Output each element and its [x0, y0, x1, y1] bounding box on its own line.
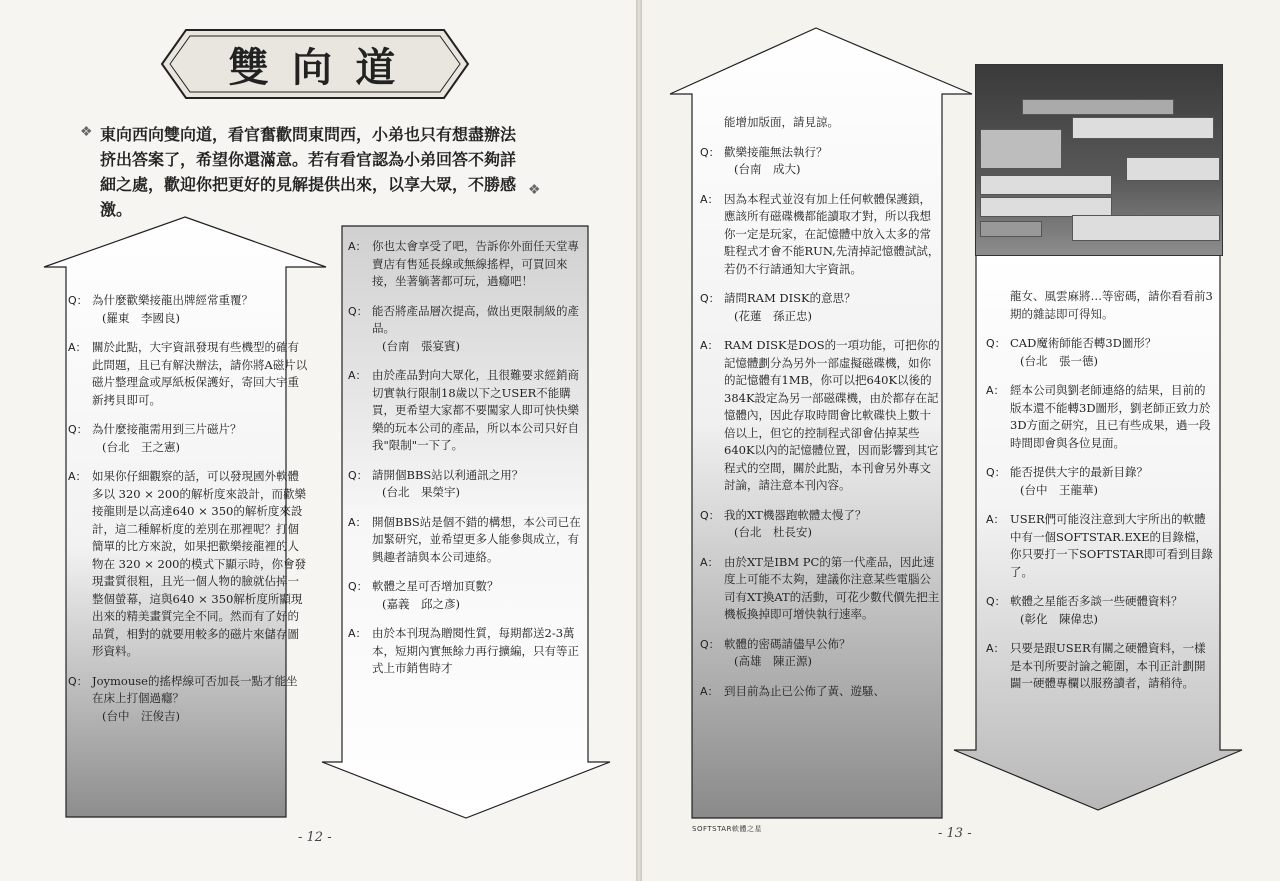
qa-item: Q： 軟體之星可否增加頁數？ (嘉義 邱之彥) — [348, 579, 499, 611]
qa-item: Q： 請開個BBS站以利通訊之用？ (台北 果榮宇) — [348, 467, 524, 499]
qa-column-3 — [700, 114, 940, 712]
qa-item: 能增加版面，請見諒。 — [724, 115, 839, 129]
qa-item: Q： Joymouse的搖桿線可否加長一點才能坐在床上打個過癮？ (台中 汪俊吉) — [68, 673, 298, 723]
decorative-ornament-icon: ❖ — [80, 124, 93, 140]
qa-item: Q： 軟體之星能否多談一些硬體資料？ (彰化 陳偉忠) — [986, 594, 1183, 626]
mahjong-game-screenshot — [975, 64, 1223, 256]
qa-item: Q： 請問RAM DISK的意思？ (花蓮 孫正忠) — [700, 291, 856, 323]
qa-item: A： 只要是跟USER有關之硬體資料，一樣是本刊所要討論之範圍，本刊正計劃開闢一硬體專欄以服務讀者，請稍待。 — [986, 641, 1206, 690]
tile-row — [1022, 99, 1174, 115]
qa-item: A： 由於本刊現為贈閱性質，每期都送2-3萬本，短期內實無餘力再行擴編，只有等正式上市銷售時才 — [348, 626, 579, 675]
qa-item: Q： 我的XT機器跑軟體太慢了？ (台北 杜長安) — [700, 507, 867, 539]
title-banner — [160, 26, 470, 102]
qa-item: Q： CAD魔術師能否轉3D圖形？ (台北 張一德) — [986, 336, 1157, 368]
title-char-2: 向 — [291, 43, 338, 91]
qa-item: A： 關於此點，大宇資訊發現有些機型的確有此問題，且已有解決辦法，請你將A磁片以磁片整理盒或厚紙板保護好，寄回大宇重新拷貝即可。 — [68, 340, 308, 407]
qa-item: A： 經本公司與劉老師連絡的結果，目前的版本還不能轉3D圖形，劉老師正致力於3D方面之研究，且已有些成果，過一段時間即會與各位見面。 — [986, 383, 1211, 450]
tile-row — [980, 197, 1112, 217]
page-number-left: - 12 - — [298, 830, 332, 845]
tile-row — [1126, 157, 1220, 181]
qa-item: A： 因為本程式並沒有加上任何軟體保護鎖，應該所有磁碟機都能讀取才對，所以我想你一定是玩家，在記憶體中放入太多的常駐程式才會不能RUN,先清掉記憶體試試，若仍不行請通知大宇資訊。 — [700, 191, 940, 276]
title-char-3: 道 — [355, 43, 402, 91]
tile-row — [980, 221, 1042, 237]
qa-item: Q： 為什麼歡樂接龍出牌經常重覆？ (羅東 李國良) — [68, 293, 253, 325]
qa-item: Q： 軟體的密碼請儘早公佈？ (高雄 陳正源) — [700, 636, 851, 668]
decorative-ornament-icon: ❖ — [528, 182, 541, 198]
qa-item: Q： 能否提供大宇的最新目錄？ (台中 王龍華) — [986, 465, 1148, 497]
qa-item: Q： 歡樂接龍無法執行？ (台南 成大) — [700, 144, 828, 176]
score-panel — [980, 129, 1062, 169]
qa-item: A： 到目前為止已公佈了黃、遊騷、 — [700, 683, 885, 698]
tile-row — [1072, 117, 1214, 139]
qa-item: A： 你也太會享受了吧，告訴你外面任天堂專賣店有售延長線或無線搖桿，可買回來接，坐著躺著都可玩，過癮吧！ — [348, 239, 579, 288]
qa-item: Q： 為什麼接龍需用到三片磁片？ (台北 王之憲) — [68, 422, 242, 454]
qa-item: A： 如果你仔細觀察的話，可以發現國外軟體多以 320 × 200的解析度來設計，而歡樂接龍則是以高達640 × 350的解析度來設計，這二種解析度的差別在那裡呢？打個簡單的比方來說，如果把歡樂接龍裡的人物在 320 × 200的模式下顯示時，你會發現畫質很粗，且光一個人物的臉就佔掉一整個螢幕，這與640 × 350解析度所顯現出來的精美畫質完全不同。然而有了好的品質，相對的就要用較多的磁片來儲存圖形資料。 — [68, 469, 307, 658]
qa-item: A： 由於XT是IBM PC的第一代產品，因此速度上可能不太夠，建議你注意某些電腦公司有XT換AT的活動，可花少數代價先把主機板換掉即可增快執行速率。 — [700, 554, 940, 621]
intro-paragraph: 東向西向雙向道，看官奮歡問東問西，小弟也只有想盡辦法挤出答案了，希望你還滿意。若有看官認為小弟回答不夠詳細之處，歡迎你把更好的見解提供出來，以享大眾，不勝感激。 — [100, 125, 517, 219]
qa-column-4 — [986, 288, 1215, 705]
page-title — [160, 26, 470, 102]
qa-item: A： 開個BBS站是個不錯的構想，本公司已在加緊研究，並希望更多人能參與成立，有興趣者請與本公司連絡。 — [348, 514, 581, 564]
qa-item: Q： 能否將產品層次提高，做出更限制級的產品。 (台南 張宴賓) — [348, 303, 579, 353]
tile-row — [1072, 215, 1220, 241]
qa-column-2 — [348, 238, 588, 690]
brand-footer: SOFTSTAR軟體之星 — [692, 825, 762, 833]
page-number-right: - 13 - — [938, 826, 972, 841]
qa-column-1 — [68, 292, 308, 737]
qa-item: A： 由於產品對向大眾化，且很難要求經銷商切實執行限制18歲以下之USER不能購買，更希望大家都不要闖家人即可快快樂樂的玩本公司的產品，所以本公司只好自我"限制"一下了。 — [348, 368, 579, 452]
qa-item: A： USER們可能沒注意到大宇所出的軟體中有一個SOFTSTAR.EXE的目錄檔，你只要打一下SOFTSTAR即可看到目錄了。 — [986, 512, 1213, 579]
title-char-1: 雙 — [228, 43, 275, 91]
qa-item: 龍女、風雲麻將…等密碼，請你看看前3期的雜誌即可得知。 — [1010, 289, 1213, 321]
qa-item: A： RAM DISK是DOS的一項功能，可把你的記憶體劃分為另外一部虛擬磁碟機，如你的記憶體有1MB，你可以把640K以後的384K設定為另一部磁碟機，由於都存在記憶體內，因此存取時間會比軟碟快上數十倍以上，但它的控制程式卻會佔掉某些640K以內的記憶體位置，因而影響到其它程式的空間，關於此點，本刊會另外專文討論，請注意本刊內容。 — [700, 338, 940, 492]
tile-row — [980, 175, 1112, 195]
